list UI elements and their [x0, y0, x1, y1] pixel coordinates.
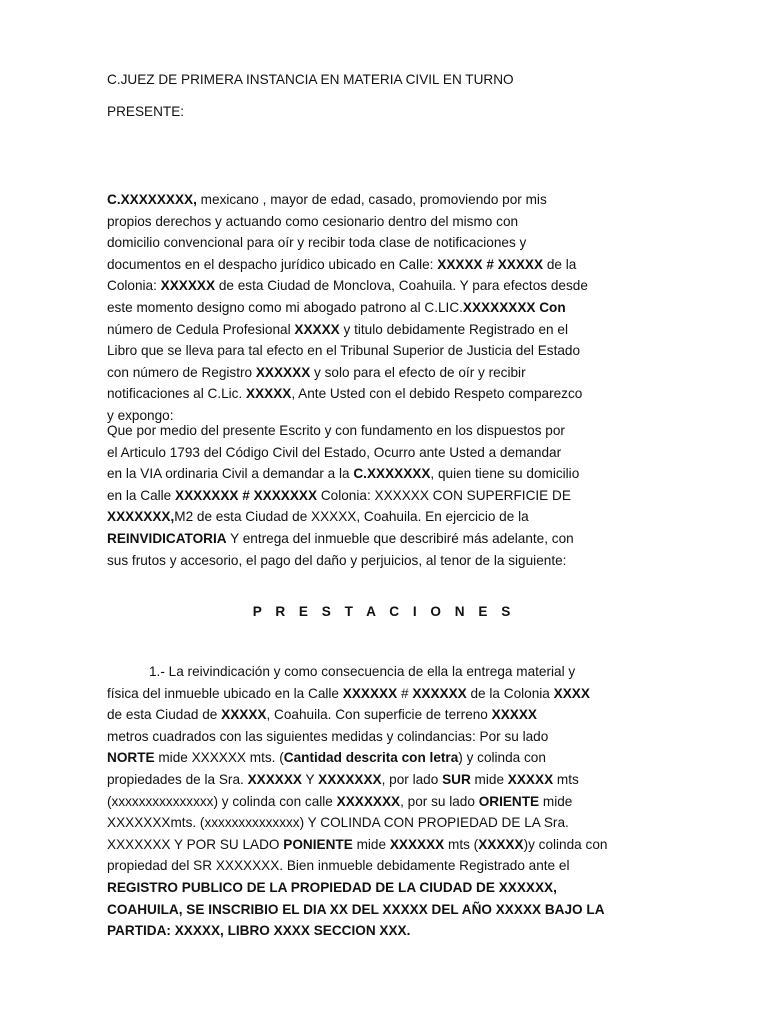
text-run: el Articulo 1793 del Código Civil del Estado, Ocurro ante Usted a demandar — [107, 444, 562, 460]
bold-text: XXXXXXX — [336, 793, 401, 809]
text-run: ) y colinda con — [458, 750, 546, 766]
text-line — [107, 340, 663, 362]
bold-text: XXXXXXX — [318, 771, 382, 787]
text-run: mide — [539, 793, 573, 809]
text-run: mexicano , mayor de edad, casado, promoviendo por mis — [196, 192, 547, 207]
bold-text: REGISTRO PUBLICO DE LA PROPIEDAD DE LA CIUDAD DE XXXXXX, — [107, 879, 557, 895]
text-run: notificaciones al C.Lic. — [107, 386, 247, 402]
text-line — [107, 297, 663, 319]
text-line — [107, 362, 663, 384]
bold-text: XXXXXX — [160, 278, 216, 294]
bold-text: XXXXX — [491, 707, 537, 723]
bold-text: XXXXX — [221, 707, 267, 723]
text-line — [107, 920, 663, 942]
bold-text: XXXXXXX, — [107, 509, 175, 525]
text-run: , Ante Usted con el debido Respeto comparezco — [291, 386, 583, 402]
bold-text: XXXXX — [294, 321, 340, 337]
greeting-line: PRESENTE: — [107, 104, 185, 119]
text-line — [107, 769, 663, 791]
text-line — [107, 319, 663, 341]
text-line — [107, 812, 663, 834]
bold-text: XXXXX # XXXXX — [437, 256, 544, 272]
addressee-line: C.JUEZ DE PRIMERA INSTANCIA EN MATERIA CIVIL EN TURNO — [107, 72, 514, 87]
text-run: y expongo: — [107, 407, 174, 423]
text-run: domicilio convencional para oír y recibir toda clase de notificaciones y — [107, 235, 527, 251]
text-run: en la VIA ordinaria Civil a demandar a la — [107, 466, 354, 482]
text-line — [107, 834, 663, 856]
text-run: sus frutos y accesorio, el pago del daño y perjuicios, al tenor de la siguiente: — [107, 552, 567, 568]
text-line — [107, 704, 663, 726]
text-run: de esta Ciudad de — [107, 707, 222, 723]
bold-text: XXXXXXX # XXXXXXX — [175, 487, 318, 503]
text-line — [107, 383, 663, 405]
bold-text: XXXXXX — [255, 364, 311, 380]
text-run: XXXXXXXmts. (xxxxxxxxxxxxxx) Y COLINDA CON PROPIEDAD DE LA Sra. — [107, 815, 569, 831]
text-run: con número de Registro — [107, 364, 256, 380]
text-line — [107, 232, 663, 254]
text-run: propiedades de la Sra. — [107, 771, 248, 787]
text-line — [107, 254, 663, 276]
text-run: de la — [543, 256, 577, 272]
text-run: , quien tiene su domicilio — [430, 466, 580, 482]
text-line — [107, 420, 663, 442]
bold-text: SUR — [442, 771, 471, 787]
text-line — [107, 791, 663, 813]
bold-text: PARTIDA: XXXXX, LIBRO XXXX SECCION XXX. — [107, 923, 411, 939]
text-run: mts — [553, 771, 579, 787]
bold-text: NORTE — [107, 750, 155, 766]
text-run: mide — [352, 836, 390, 852]
text-line — [107, 189, 663, 211]
text-line — [107, 855, 663, 877]
bold-text: REINVIDICATORIA — [107, 530, 227, 546]
text-run: Colonia: XXXXXX CON SUPERFICIE DE — [317, 487, 571, 503]
text-run: este momento designo como mi abogado patrono al C.LIC. — [107, 299, 463, 315]
text-line — [107, 726, 663, 748]
body-paragraph — [107, 420, 663, 571]
bold-text: ORIENTE — [478, 793, 540, 809]
text-run: y solo para el efecto de oír y recibir — [310, 364, 526, 380]
bold-text: XXXX — [553, 685, 590, 701]
text-run: )y colinda con — [523, 836, 608, 852]
text-run: , por su lado — [400, 793, 479, 809]
item-1-paragraph — [107, 661, 663, 942]
bold-text: XXXXXX — [342, 685, 398, 701]
text-line — [107, 661, 663, 683]
text-run: documentos en el despacho jurídico ubicado en Calle: — [107, 256, 438, 272]
text-line — [107, 877, 663, 899]
text-run: propiedad del SR XXXXXXX. Bien inmueble debidamente Registrado ante el — [107, 858, 570, 874]
text-run: 1.- La reivindicación y como consecuencia de ella la entrega material y — [149, 664, 576, 679]
text-run: M2 de esta Ciudad de XXXXX, Coahuila. En ejercicio de la — [174, 509, 529, 525]
text-run: número de Cedula Profesional — [107, 321, 295, 337]
text-line — [107, 550, 663, 572]
text-line — [107, 275, 663, 297]
text-run: metros cuadrados con las siguientes medidas y colindancias: Por su lado — [107, 728, 549, 744]
text-run: de la Colonia — [466, 685, 554, 701]
bold-text: XXXXX — [507, 771, 554, 787]
text-line — [107, 528, 663, 550]
text-run: y titulo debidamente Registrado en el — [339, 321, 568, 337]
bold-text: XXXXXXXX Con — [462, 299, 566, 315]
bold-text: XXXXXX — [389, 836, 445, 852]
text-run: Y entrega del inmueble que describiré más adelante, con — [226, 530, 574, 546]
section-title: P R E S T A C I O N E S — [252, 604, 516, 619]
text-line — [107, 747, 663, 769]
text-run: (xxxxxxxxxxxxxxx) y colinda con calle — [107, 793, 337, 809]
text-run: de esta Ciudad de Monclova, Coahuila. Y para efectos desde — [215, 278, 588, 294]
text-run: Colonia: — [107, 278, 161, 294]
text-run: # — [397, 685, 413, 701]
bold-text: COAHUILA, SE INSCRIBIO EL DIA XX DEL XXXXX DEL AÑO XXXXX BAJO LA — [107, 901, 605, 917]
bold-text: XXXXXX — [247, 771, 302, 787]
text-run: mide XXXXXX mts. ( — [154, 750, 284, 766]
text-run: mide — [470, 771, 508, 787]
text-line — [107, 442, 663, 464]
text-run: Y — [301, 771, 319, 787]
text-run: XXXXXXX Y POR SU LADO — [107, 836, 284, 852]
text-line — [107, 899, 663, 921]
text-run: propios derechos y actuando como cesionario dentro del mismo con — [107, 213, 519, 229]
bold-text: PONIENTE — [283, 836, 353, 852]
text-run: , Coahuila. Con superficie de terreno — [266, 707, 492, 723]
text-run: Libro que se lleva para tal efecto en el Tribunal Superior de Justicia del Estado — [107, 343, 581, 359]
bold-text: C.XXXXXXX — [353, 466, 431, 482]
text-line — [107, 485, 663, 507]
text-line — [107, 463, 663, 485]
text-line — [107, 683, 663, 705]
bold-text: XXXXX — [246, 386, 292, 402]
intro-paragraph — [107, 189, 663, 427]
text-run: física del inmueble ubicado en la Calle — [107, 685, 343, 701]
bold-text: XXXXXX — [412, 685, 467, 701]
text-run: mts ( — [444, 836, 479, 852]
text-line — [107, 211, 663, 233]
text-run: Que por medio del presente Escrito y con fundamento en los dispuestos por — [107, 423, 565, 438]
bold-text: C.XXXXXXXX, — [107, 192, 197, 207]
text-line — [107, 506, 663, 528]
bold-text: Cantidad descrita con letra — [283, 750, 459, 766]
bold-text: XXXXX — [478, 836, 524, 852]
text-run: en la Calle — [107, 487, 176, 503]
text-run: , por lado — [381, 771, 443, 787]
